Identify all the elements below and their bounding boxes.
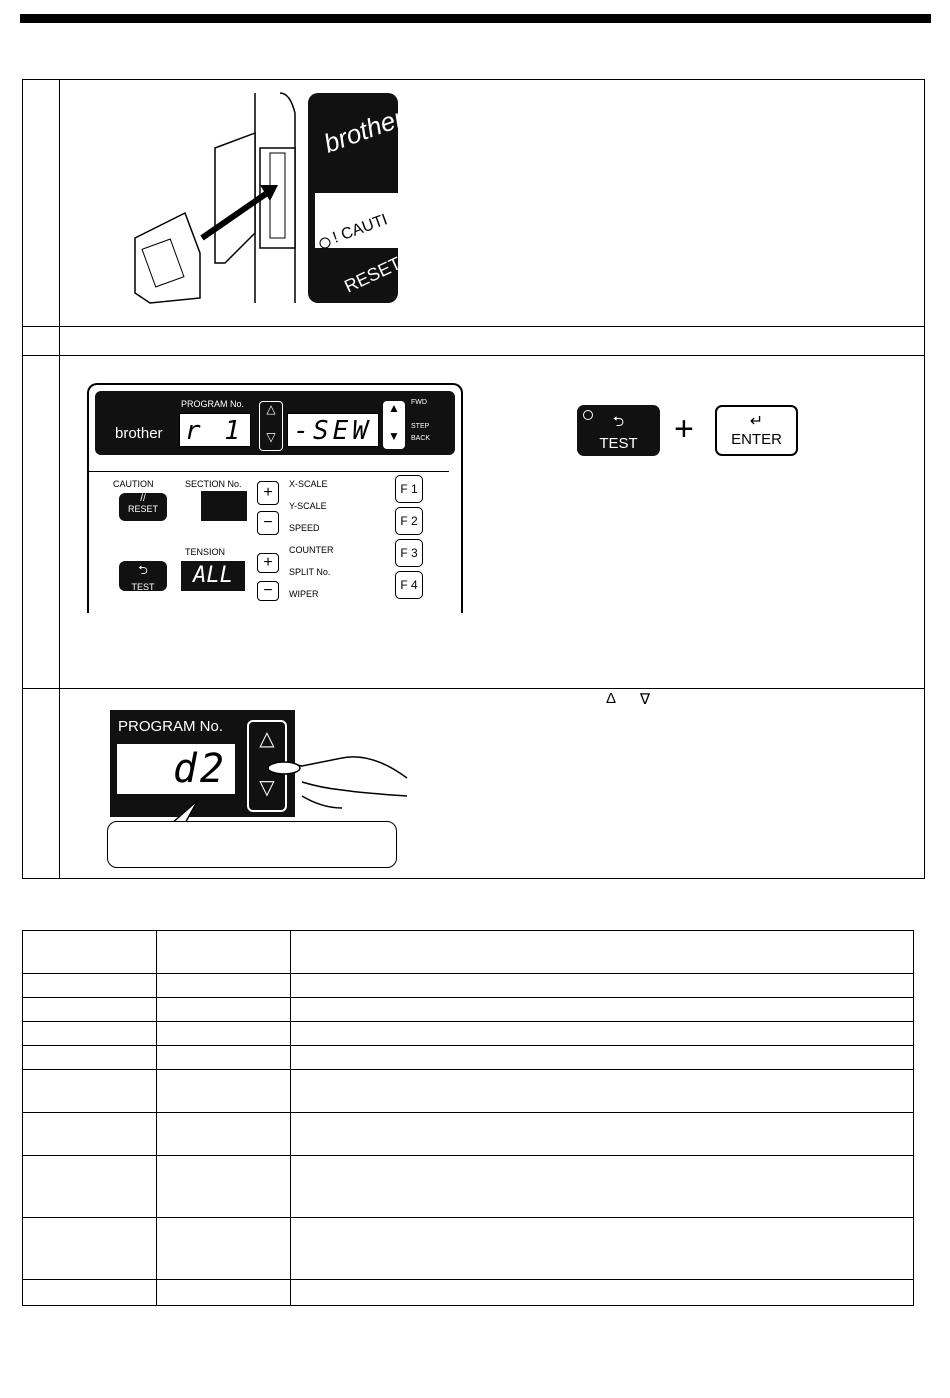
svg-text:RESET: RESET xyxy=(341,253,405,297)
step-column-divider xyxy=(59,80,60,878)
f2-key: F 2 xyxy=(395,507,423,535)
fwd-back-keys: ▲ ▼ xyxy=(383,401,405,449)
sd-card-insert-illustration xyxy=(130,93,408,305)
test-key: ⮌ TEST xyxy=(119,561,167,591)
section-minus-key: − xyxy=(257,511,279,535)
program-label: PROGRAM No. xyxy=(181,399,245,409)
section-label: SECTION No. xyxy=(185,479,242,489)
f1-key: F 1 xyxy=(395,475,423,503)
program-lcd: r 1 xyxy=(179,413,251,447)
panel-display-area: brother PROGRAM No. r 1 △ ▽ -SEW ▲ ▼ FWD STEP BACK xyxy=(95,391,455,455)
hand-illustration xyxy=(262,748,412,818)
plus-sign: + xyxy=(674,410,694,448)
led-y-scale: Y-SCALE xyxy=(289,501,327,511)
tension-plus-key: + xyxy=(257,553,279,573)
code-table xyxy=(22,930,914,1306)
svg-text:! CAUTI: ! CAUTI xyxy=(330,211,390,247)
tension-lcd: ALL xyxy=(181,561,245,591)
f3-key: F 3 xyxy=(395,539,423,567)
led-x-scale: X-SCALE xyxy=(289,479,328,489)
program-lcd: d2 xyxy=(117,744,235,794)
section-plus-key: + xyxy=(257,481,279,505)
led-counter: COUNTER xyxy=(289,545,334,555)
test-button: ⮌ TEST xyxy=(577,405,660,456)
up-down-keys: △ ▽ xyxy=(247,720,287,812)
status-lcd: -SEW xyxy=(287,413,379,447)
row-divider xyxy=(23,688,924,689)
program-label: PROGRAM No. xyxy=(118,718,224,735)
led-wiper: WIPER xyxy=(289,589,319,599)
row-divider xyxy=(23,355,924,356)
led-split-no: SPLIT No. xyxy=(289,567,331,577)
reset-key: // RESET xyxy=(119,493,167,521)
up-arrow-icon: Δ xyxy=(606,690,617,707)
callout-box xyxy=(107,821,397,868)
program-up-down-keys: △ ▽ xyxy=(259,401,283,451)
top-rule xyxy=(20,14,931,23)
led-speed: SPEED xyxy=(289,523,320,533)
enter-button: ↵ ENTER xyxy=(715,405,798,456)
operation-panel-illustration xyxy=(87,383,463,613)
brand-logo: brother xyxy=(115,425,163,442)
section-lcd xyxy=(201,491,247,521)
down-arrow-icon: ∇ xyxy=(640,691,651,708)
row-divider xyxy=(23,326,924,327)
f4-key: F 4 xyxy=(395,571,423,599)
tension-label: TENSION xyxy=(185,547,226,557)
brand-logo: brother xyxy=(319,102,408,159)
caution-label: CAUTION xyxy=(113,479,154,489)
tension-minus-key: − xyxy=(257,581,279,601)
